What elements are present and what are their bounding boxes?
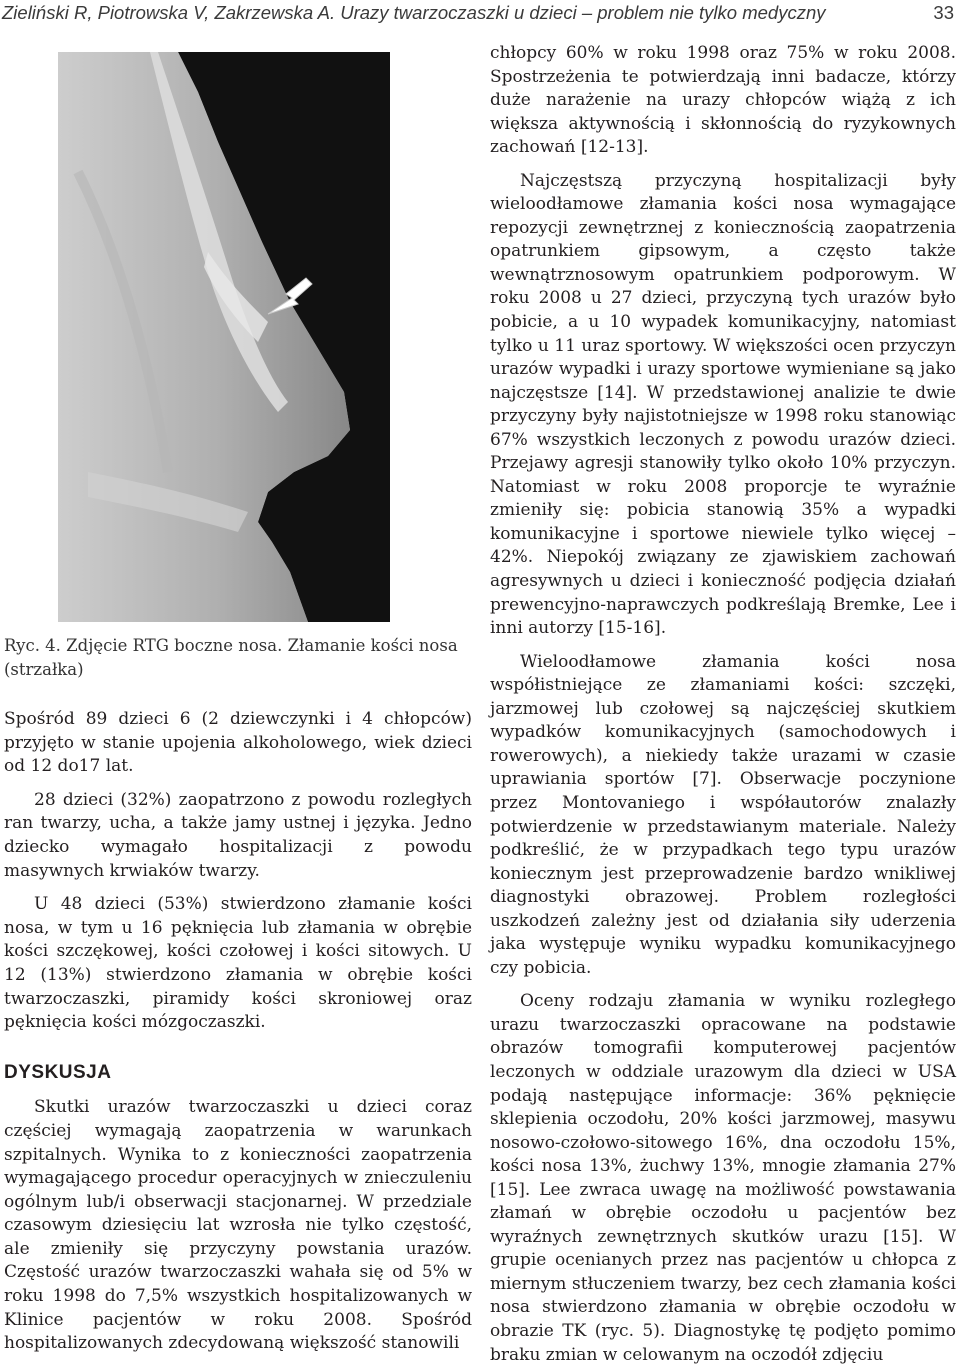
running-title: Zieliński R, Piotrowska V, Zakrzewska A. Urazy twarzoczaszki u dzieci – problem nie tylko medyczny (2, 2, 826, 23)
paragraph: Spośród 89 dzieci 6 (2 dziewczynki i 4 chłopców) przyjęto w stanie upojenia alkoholowego, wiek dzieci od 12 do17 lat. (4, 709, 472, 777)
figure-caption: Ryc. 4. Zdjęcie RTG boczne nosa. Złamanie kości nosa (strzałka) (4, 636, 458, 679)
paragraph: 28 dzieci (32%) zaopatrzono z powodu rozległych ran twarzy, ucha, a także jamy ustnej i języka. Jedno dziecko wymagało hospitalizacji z powodu masywnych krwiaków twarzy. (4, 789, 472, 881)
section-title: DYSKUSJA (4, 1061, 112, 1083)
paragraph: Wieloodłamowe złamania kości nosa współistniejące ze złamaniami kości: szczęki, jarzmowej lub czołowej są najczęściej skutkiem wypadków komunikacyjnych (samochodowych i rowerowych), a niekiedy także urazami w czasie uprawiania sportów [7]. Obserwacje poczynione przez Montovaniego i współautorów znalazły potwierdzenie w przedstawianym materiale. Należy podkreślić, że w przypadkach tego typu urazów koniecznym jest przeprowadzenie bardzo wnikliwej diagnostyki obrazowej. Problem rozległości uszkodzeń zależny jest od działania siły uderzenia jaka występuje wyniku wypadku komunikacyjnego czy pobicia. (490, 651, 956, 978)
page-number: 33 (933, 2, 954, 23)
paragraph: Najczęstszą przyczyną hospitalizacji były wieloodłamowe złamania kości nosa wymagające repozycji zewnętrznej z koniecznością zaopatrzenia opatrunkiem gipsowym, a często także wewnątrznosowym opatrunkiem podporowym. W roku 2008 u 27 dzieci, przyczyną tych urazów było pobicie, a u 10 wypadek komunikacyjny, natomiast tylko u 11 uraz sportowy. W większości ocen przyczyn urazów wypadki i urazy sportowe wymieniane są jako najczęstsze [14]. W przedstawionej analizie te dwie przyczyny były najistotniejsze w 1998 roku stanowiąc 67% wszystkich leczonych z powodu urazów dzieci. Przejawy agresji stanowiły tylko około 10% przyczyn. Natomiast w roku 2008 proporcje te wyraźnie zmieniły się: pobicia stanowią 35% a wypadki komunikacyjne i sportowe niewiele tylko więcej – 42%. Niepokój związany ze zjawiskiem zachowań agresywnych u dzieci i konieczność podjęcia działań prewencyjno-naprawczych podkreślają Bremke, Lee i inni autorzy [15-16]. (490, 170, 956, 639)
paragraph: Oceny rodzaju złamania w wyniku rozległego urazu twarzoczaszki opracowane na podstawie obrazów tomografii komputerowej pacjentów leczonych w oddziale urazowym dla dzieci w USA podają następujące informacje: 36% pęknięcie sklepienia oczodołu, 20% kości jarzmowej, masywu nosowo-czołowo-sitowego 16%, dna oczodołu 15%, kości nosa 13%, żuchwy 13%, mnogie złamania 27% [15]. Lee zwraca uwagę na możliwość powstawania złamań w obrębie oczodołu u pacjentów bez wyraźnych zewnętrznych skutków urazu [15]. W grupie ocenianych przez nas pacjentów u chłopca z miernym stłuczeniem twarzy, bez cech złamania kości nosa stwierdzono złamania w obrębie oczodołu w obrazie TK (ryc. 5). Diagnostykę tę podjęto pomimo braku zmian w celowanym na oczodół zdjęciu (490, 991, 956, 1365)
xray-image (58, 52, 390, 622)
paragraph: U 48 dzieci (53%) stwierdzono złamanie kości nosa, w tym u 16 pęknięcia lub złamania w obrębie kości szczękowej, kości czołowej i kości sitowych. U 12 (13%) stwierdzono złamania w obrębie kości twarzoczaszki, piramidy kości skroniowej oraz pęknięcia kości mózgoczaszki. (4, 894, 472, 1033)
right-column (490, 42, 956, 1367)
xray-figure (58, 52, 390, 622)
running-header (0, 0, 960, 30)
paragraph: Skutki urazów twarzoczaszki u dzieci coraz częściej wymagają zaopatrzenia w warunkach szpitalnych. Wynika to z konieczności zaopatrzenia wymagającego procedur operacyjnych w znieczuleniu ogólnym lub/i obserwacji stacjonarnej. W przedziale czasowym dziesięciu lat wzrosła nie tylko częstość, ale zmieniły się przyczyny powstania urazów. Częstość urazów twarzoczaszki wahała się od 5% w roku 1998 do 7,5% wszystkich hospitalizowanych w Klinice pacjentów w roku 2008. Spośród hospitalizowanych zdecydowaną większość stanowili (4, 1097, 472, 1354)
paragraph: chłopcy 60% w roku 1998 oraz 75% w roku 2008. Spostrzeżenia te potwierdzają inni badacze, którzy duże narażenie na urazy chłopców wiążą z ich większa aktywnością i skłonnością do ryzykownych zachowań [12-13]. (490, 43, 956, 158)
left-column (4, 708, 472, 1356)
